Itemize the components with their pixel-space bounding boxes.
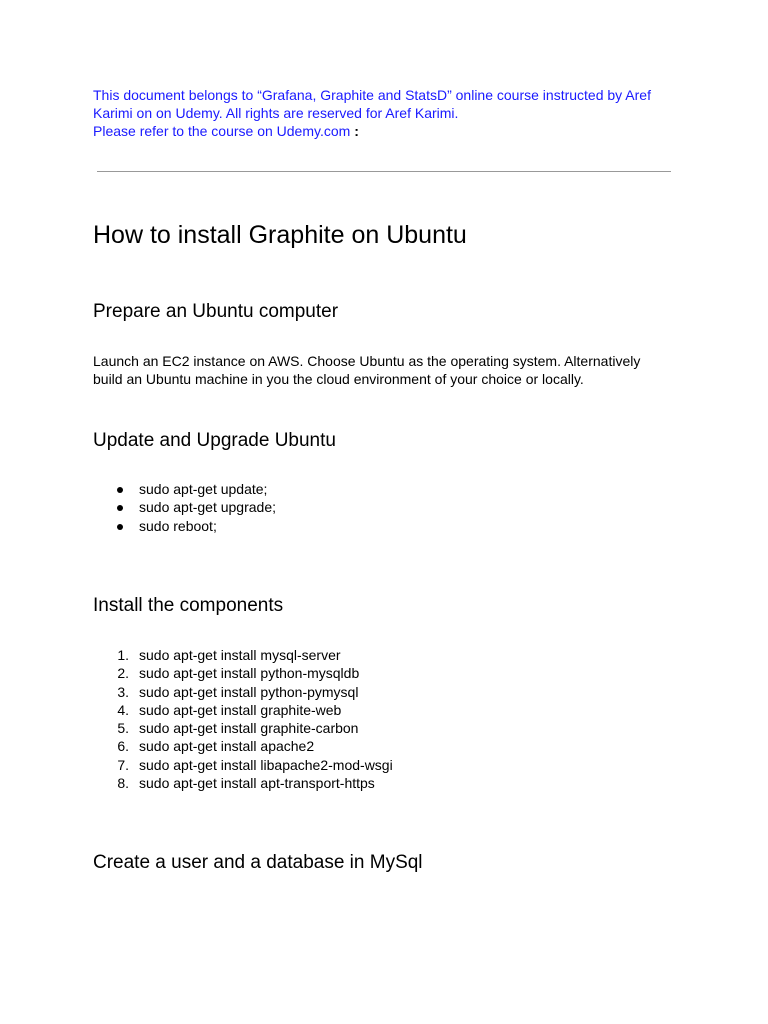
list-item-text: sudo apt-get install libapache2-mod-wsgi xyxy=(139,756,393,773)
list-item xyxy=(93,517,276,535)
heading-install: Install the components xyxy=(93,595,284,616)
bullet-icon xyxy=(117,524,123,530)
notice-line-2 xyxy=(93,122,673,140)
list-item-text: sudo apt-get install graphite-carbon xyxy=(139,720,359,737)
heading-update: Update and Upgrade Ubuntu xyxy=(93,430,336,451)
list-number: 3. xyxy=(117,683,129,700)
notice-line-2-colon: : xyxy=(354,123,359,139)
horizontal-divider xyxy=(97,171,671,172)
list-item xyxy=(93,737,393,755)
bullet-icon xyxy=(117,505,123,511)
list-number: 1. xyxy=(117,647,129,663)
copyright-notice xyxy=(93,86,673,140)
install-command-list xyxy=(93,646,393,792)
list-item-text: sudo apt-get install graphite-web xyxy=(139,701,342,718)
list-number: 7. xyxy=(117,756,129,773)
list-number: 4. xyxy=(117,701,129,718)
page-title: How to install Graphite on Ubuntu xyxy=(93,221,467,249)
bullet-icon xyxy=(117,487,123,493)
list-item xyxy=(93,498,276,516)
paragraph-prepare: Launch an EC2 instance on AWS. Choose Ubuntu as the operating system. Alternatively build an Ubuntu machine in you the cloud environment of your choice or locally. xyxy=(93,353,641,388)
list-item xyxy=(93,756,393,774)
update-command-list xyxy=(93,480,276,535)
list-item-text: sudo apt-get install apt-transport-https xyxy=(139,775,375,792)
list-item-text: sudo apt-get install mysql-server xyxy=(139,647,341,663)
list-number: 8. xyxy=(117,775,129,792)
list-item xyxy=(93,719,393,737)
heading-mysql: Create a user and a database in MySql xyxy=(93,852,423,873)
notice-line-1: This document belongs to “Grafana, Graphite and StatsD” online course instructed by Aref Karimi on on Udemy. All rights are reserved for Aref Karimi. xyxy=(93,87,651,121)
list-item xyxy=(93,480,276,498)
list-item xyxy=(93,664,393,682)
list-item-text: sudo apt-get upgrade; xyxy=(139,499,276,516)
list-item-text: sudo apt-get install apache2 xyxy=(139,738,315,755)
list-item xyxy=(93,683,393,701)
list-number: 2. xyxy=(117,665,129,682)
heading-prepare: Prepare an Ubuntu computer xyxy=(93,301,339,322)
list-item xyxy=(93,774,393,792)
list-item-text: sudo apt-get update; xyxy=(139,481,268,497)
list-item xyxy=(93,701,393,719)
list-number: 6. xyxy=(117,738,129,755)
list-item-text: sudo apt-get install python-pymysql xyxy=(139,683,359,700)
list-number: 5. xyxy=(117,720,129,737)
list-item xyxy=(93,646,393,664)
list-item-text: sudo apt-get install python-mysqldb xyxy=(139,665,360,682)
list-item-text: sudo reboot; xyxy=(139,517,217,534)
notice-line-2-text: Please refer to the course on Udemy.com xyxy=(93,123,351,139)
